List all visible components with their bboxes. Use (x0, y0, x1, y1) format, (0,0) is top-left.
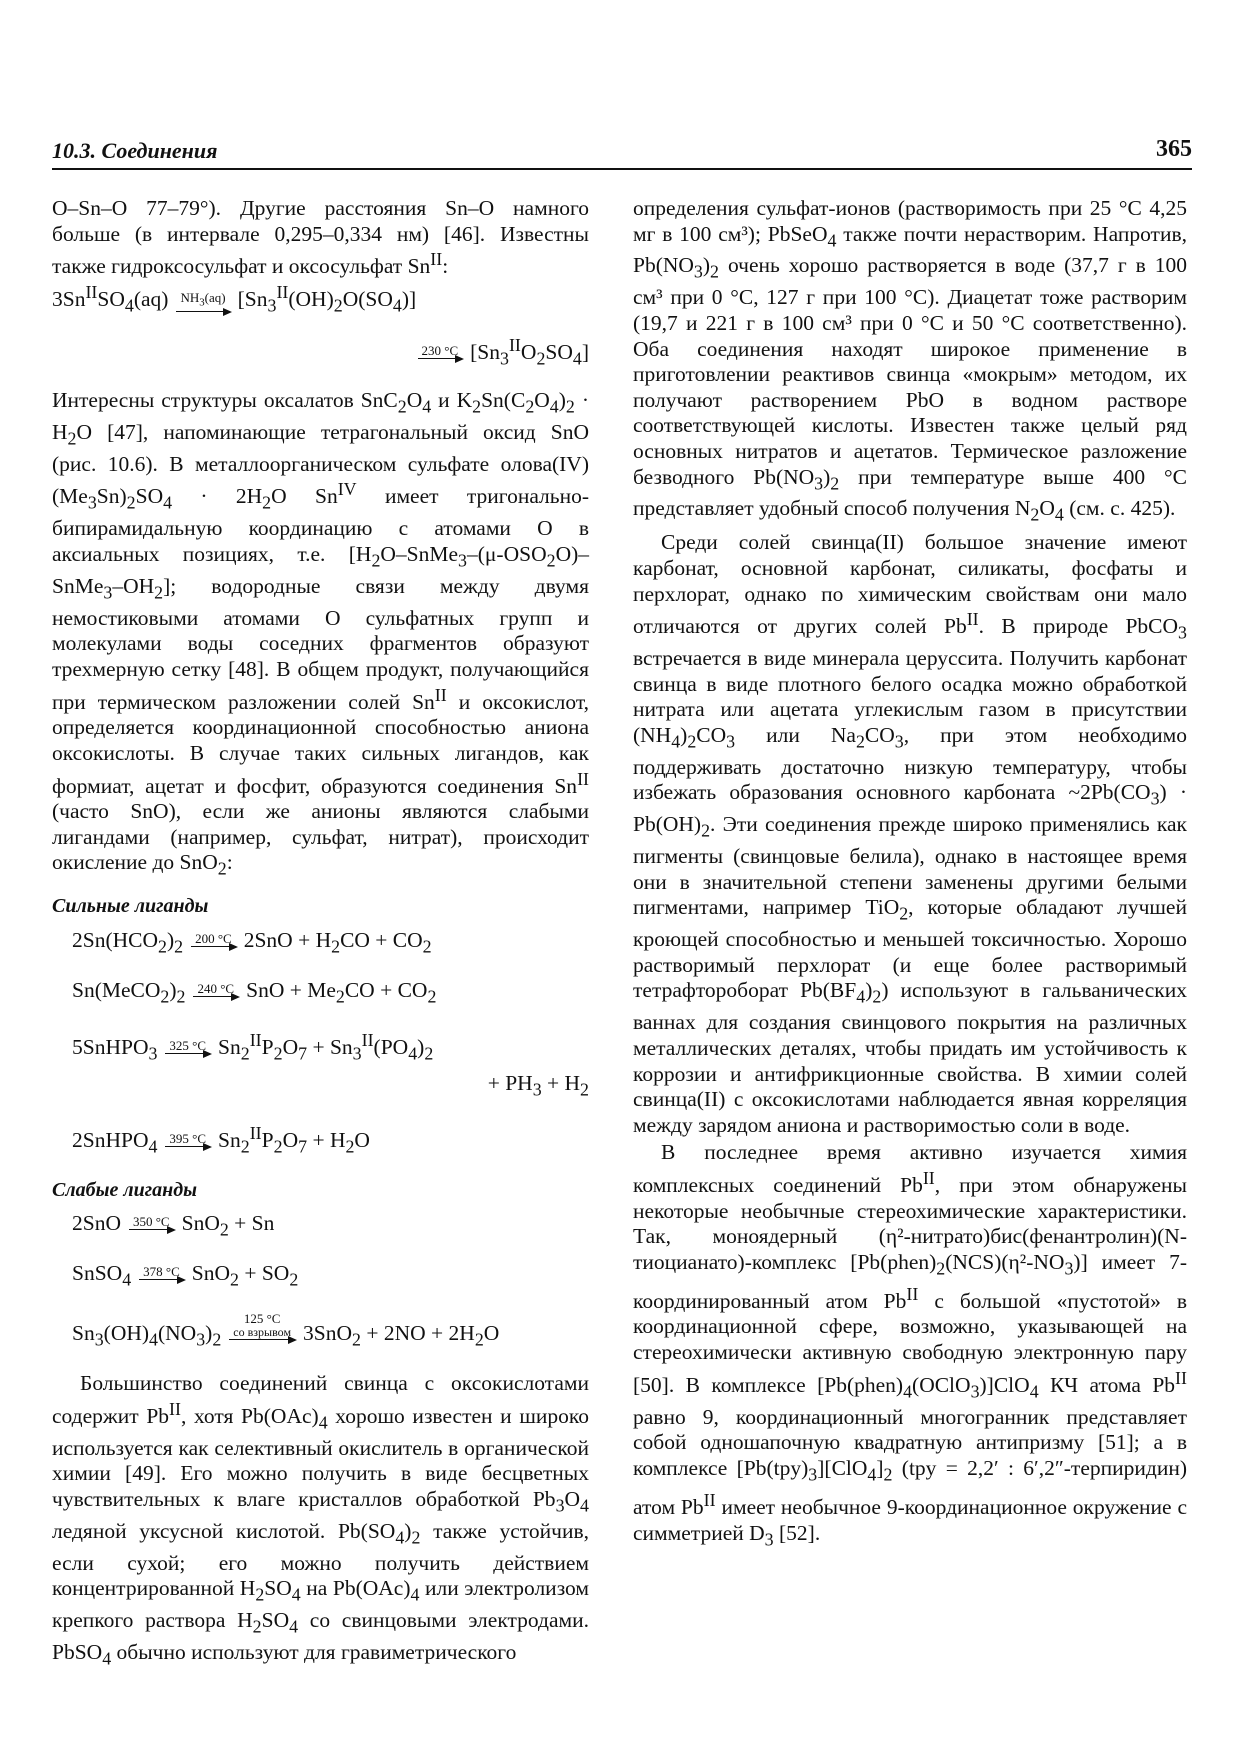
reaction-arrow (139, 1264, 184, 1280)
equation-lhs: $2Sn(HCO_2)_2$ (72, 927, 184, 957)
reaction-arrow (165, 1038, 210, 1054)
paragraph: В последнее время активно изучается химия комплексных соединений $Pb^{II}$, при этом обнаружены некоторые необычные стереохимические характеристики. Так, моноядерный (η²-нитрато)бис(фенантролин)(N-тиоцианато)-комплекс $[Pb(phen)_2(NCS)(\eta^2-NO_3)]$ имеет 7-координированный атом $Pb^{II}$ с большой «пустотой» в координационной сфере, возможно, указывающей на стереохимически активную свободную электронную пару [50]. В комплексе $[Pb(phen)_4(OClO_3)]ClO_4$ КЧ атома $Pb^{II}$ равно 9, координационный многогранник представляет собой одношапочную квадратную антипризму [51]; а в комплексе $[Pb(tpy)_3][ClO_4]_2$ (tpy = 2,2′ : 6′,2″-терпиридин) атом $Pb^{II}$ имеет необычное 9-координационное окружение с симметрией $D_3$ [52]. (633, 1140, 1188, 1549)
equation (72, 1028, 589, 1067)
reaction-condition: 125 °C (243, 1311, 281, 1327)
page-header (52, 136, 1192, 170)
equation-rhs: SnO$_2$ + Sn (181, 1211, 275, 1240)
page-number: 365 (1156, 136, 1192, 162)
reaction-condition: 240 °C (197, 980, 235, 996)
equation-rhs: $2SnO + H_2CO + CO_2$ (243, 927, 432, 957)
reaction-arrow (129, 1214, 174, 1230)
reaction-condition: 395 °C (169, 1130, 207, 1146)
equation-lhs: $3Sn^{II}SO_4(aq)$ (52, 281, 169, 316)
reaction-arrow (165, 1131, 210, 1147)
equation-rhs: $SnO_2 + SO_2$ (191, 1261, 299, 1290)
equation (72, 1121, 589, 1160)
subheading-strong-ligands: Сильные лиганды (52, 895, 209, 918)
equation-rhs: $Sn_2^{II}P_2O_7 + H_2O$ (218, 1122, 370, 1157)
equation (72, 1211, 589, 1243)
paragraph: O–Sn–O 77–79°). Другие расстояния Sn–O намного больше (в интервале 0,295–0,334 нм) [46]. Известны также гидроксосульфат и оксосульфат $Sn^{II}$: (52, 196, 589, 279)
strong-ligand-equations (52, 928, 589, 1160)
equation-rhs: SnO + $Me_2CO + CO_2$ (246, 977, 437, 1007)
left-column (52, 196, 589, 1672)
reaction-condition: со взрывом (233, 1325, 292, 1340)
paragraph: Большинство соединений свинца с оксокислотами содержит $Pb^{II}$, хотя $Pb(OAc)_4$ хорошо известен и широко используется как селективный окислитель в органической химии [49]. Его можно получить в виде бесцветных чувствительных к влаге кристаллов обработкой $Pb_3O_4$ ледяной уксусной кислотой. $Pb(SO_4)_2$ также устойчив, если сухой; его можно получить действием концентрированной $H_2SO_4$ на $Pb(OAc)_4$ или электролизом крепкого раствора $H_2SO_4$ со свинцовыми электродами. PbSO$_4$ обычно используют для гравиметрического (52, 1371, 590, 1669)
paragraph: Интересны структуры оксалатов $SnC_2O_4$ и $K_2Sn(C_2O_4)_2 \cdot H_2O$ [47], напоминающие тетрагональный оксид SnO (рис. 10.6). В металлоорганическом сульфате олова(IV) $(Me_3Sn)_2SO_4 \cdot 2H_2O$ $Sn^{IV}$ имеет тригонально-бипирамидальную координацию с атомами O в аксиальных позициях, т.е. $[H_2O-SnMe_3-(\mu-OSO_2O)-SnMe_3-OH_2]$; водородные связи между двумя немостиковыми атомами O сульфатных групп и молекулами воды соседних фрагментов образуют трехмерную сетку [48]. В общем продукт, получающийся при термическом разложении солей $Sn^{II}$ и оксокислот, определяется координационной способностью аниона оксокислоты. В случае таких сильных лигандов, как формиат, ацетат и фосфит, образуются соединения $Sn^{II}$ (часто SnO), если же анионы являются слабыми лигандами (например, сульфат, нитрат), происходит окисление до SnO$_2$: (52, 388, 590, 879)
paragraph: определения сульфат-ионов (растворимость при 25 °C 4,25 мг в 100 см³); PbSeO$_4$ также почти нерастворим. Напротив, $Pb(NO_3)_2$ очень хорошо растворяется в воде (37,7 г в 100 см³ при 0 °C, 127 г при 100 °C). Диацетат тоже растворим (19,7 и 221 г в 100 см³ при 0 °C и 50 °C соответственно). Оба соединения находят широкое применение в приготовлении реактивов свинца «мокрым» методом, их получают растворением PbO в водном растворе соответствующей кислоты. Известен также целый ряд основных нитратов и ацетатов. Термическое разложение безводного $Pb(NO_3)_2$ при температуре выше 400 °C представляет удобный способ получения $N_2O_4$ (см. с. 425). (633, 196, 1187, 525)
equation (72, 1261, 589, 1293)
equation-lhs: 5SnHPO$_3$ (72, 1034, 158, 1064)
reaction-arrow (418, 343, 463, 359)
reaction-arrow (193, 981, 238, 997)
equation (72, 928, 589, 960)
equation-lhs: 2SnHPO$_4$ (72, 1127, 158, 1157)
reaction-condition: 200 °C (195, 930, 232, 946)
equation-rhs: $[Sn_3^{II}O_2SO_4]$ (470, 334, 589, 369)
equation (52, 280, 589, 319)
reaction-arrow (176, 290, 229, 312)
weak-ligand-equations (52, 1211, 589, 1353)
paragraph: Среди солей свинца(II) большое значение имеют карбонат, основной карбонат, силикаты, фосфаты и перхлорат, однако по химическим свойствам они мало отличаются от других солей $Pb^{II}$. В природе PbCO$_3$ встречается в виде минерала церуссита. Получить карбонат свинца в виде плотного белого осадка можно обработкой нитрата или ацетата углекислым газом в присутствии $(NH_4)_2CO_3$ или $Na_2CO_3$, при этом необходимо поддерживать достаточно низкую температуру, чтобы избежать образования основного карбоната $\sim 2Pb(CO_3) \cdot Pb(OH)_2$. Эти соединения прежде широко применялись как пигменты (свинцовые белила), однако в настоящее время они в значительной степени заменены другими белыми пигментами, например TiO$_2$, которые обладают лучшей кроющей способностью и меньшей токсичностью. Хорошо растворимый перхлорат (и еще более растворимый тетрафтороборат $Pb(BF_4)_2$) используют в гальванических ваннах для создания свинцового покрытия на различных металлических деталях, чтобы придать им устойчивость к коррозии и антифрикционные свойства. В химии солей свинца(II) с оксокислотами наблюдается явная корреляция между зарядом аниона и растворимостью соли в воде. (633, 530, 1188, 1137)
right-column (633, 196, 1187, 1552)
subheading-weak-ligands: Слабые лиганды (52, 1178, 198, 1201)
reaction-condition: 230 °C (421, 343, 459, 359)
reaction-condition: 350 °C (132, 1214, 170, 1230)
reaction-condition: 325 °C (169, 1037, 207, 1053)
equation-lhs: 2SnO (72, 1211, 121, 1236)
equation (52, 333, 589, 372)
equation-continuation: + $PH_3 + H_2$ (487, 1070, 589, 1100)
equation-lhs: SnSO$_4$ (72, 1261, 132, 1290)
section-title: 10.3. Соединения (52, 138, 218, 163)
reaction-arrow (191, 931, 236, 947)
reaction-arrow (229, 1311, 295, 1340)
equation-lhs: $Sn_3(OH)_4(NO_3)_2$ (72, 1321, 222, 1350)
equation (72, 1311, 589, 1353)
equation-rhs: $[Sn_3^{II}(OH)_2O(SO_4)]$ (237, 281, 417, 316)
equation (72, 978, 589, 1010)
equation-rhs: $3SnO_2 + 2NO + 2H_2O$ (303, 1321, 500, 1350)
reaction-condition: $NH_3(aq)$ (180, 290, 226, 309)
equation-lhs: $Sn(MeCO_2)_2$ (72, 977, 186, 1007)
equation-rhs: $Sn_2^{II}P_2O_7 + Sn_3^{II}(PO_4)_2$ (218, 1029, 434, 1064)
reaction-condition: 378 °C (143, 1264, 180, 1280)
